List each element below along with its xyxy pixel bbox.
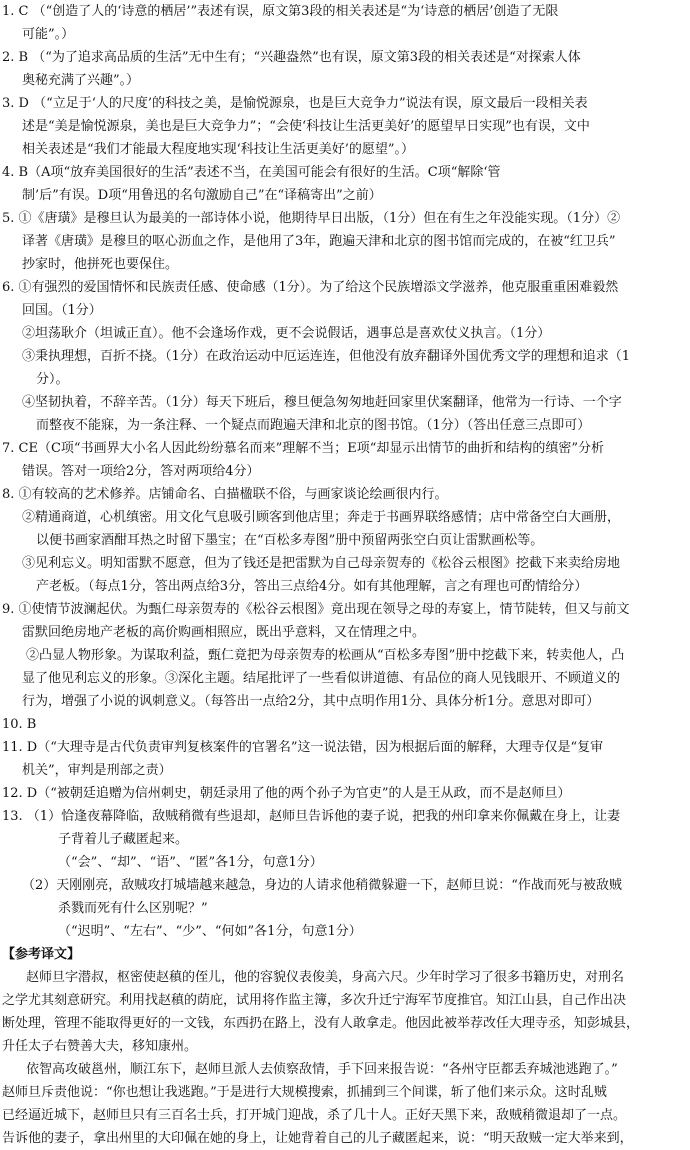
text-line: 3. D （“立足于‘人的尺度’的科技之美，是愉悦源泉，也是巨大竞争力”说法有误，原文最后一段相关表 xyxy=(2,96,588,111)
text-line: 错误。答对一项给2分，答对两项给4分） xyxy=(22,464,260,479)
text-line: ④坚韧执着，不辞辛苦。（1分）每天下班后，穆旦便急匆匆地赶回家里伏案翻译，他常为一行诗、一个字 xyxy=(22,395,622,410)
text-line: 赵师旦字潜叔，枢密使赵稹的侄儿，他的容貌仪表俊美，身高六尺。少年时学习了很多书籍历史，对刑名 xyxy=(26,970,625,985)
text-line: 子背着儿子藏匿起来。 xyxy=(58,832,189,847)
text-line: 断处理，管理不能取得更好的一文钱，东西扔在路上，没有人敢拿走。他因此被举荐改任大理寺丞，知彭城县， xyxy=(2,1016,640,1031)
text-line: 分）。 xyxy=(36,372,69,387)
text-line: 升任太子右赞善大夫，移知康州。 xyxy=(2,1039,198,1054)
text-line: 11. D（“大理寺是古代负责审判复核案件的官署名”这一说法错，因为根据后面的解释，大理寺仅是“复审 xyxy=(2,740,604,755)
text-line: 5. ①《唐璜》是穆旦认为最美的一部诗体小说，他期待早日出版，（1分）但在有生之年没能实现。（1分）② xyxy=(2,211,621,226)
text-line: 6. ①有强烈的爱国情怀和民族责任感、使命感（1分）。为了给这个民族增添文学滋养，他克服重重困难毅然 xyxy=(2,280,619,295)
text-line: 之学尤其刻意研究。利用找赵稹的荫庇，试用将作监主簿，多次升迁宁海军节度推官。知江山县，自己作出决 xyxy=(2,993,627,1008)
text-line: 杀戮而死有什么区别呢？” xyxy=(58,901,208,916)
text-line: 8. ①有较高的艺术修养。店铺命名、白描楹联不俗，与画家谈论绘画很内行。 xyxy=(2,487,448,502)
text-line: 12. D（“被朝廷追赠为信州刺史，朝廷录用了他的两个孙子为官吏”的人是王从政，而不是赵师旦） xyxy=(2,786,571,801)
text-line: （“会”、“却”、“语”、“匿”各1分，句意1分） xyxy=(58,855,323,870)
text-line: （2）天刚刚亮，敌贼攻打城墙越来越急，身边的人请求他稍微躲避一下，赵师旦说：“作战而死与被敌贼 xyxy=(22,878,622,893)
text-line: 回国。（1分） xyxy=(22,303,102,318)
text-line: 1. C （“创造了人的‘诗意的栖居’”表述有误，原文第3段的相关表述是“为‘诗意的栖居’创造了无限 xyxy=(2,4,559,19)
text-line: 制’后”有误。D项“用鲁迅的名句激励自己”在“译稿寄出”之前） xyxy=(22,188,382,203)
text-line: 抄家时，他拼死也要保住。 xyxy=(22,257,179,272)
text-line: 机关”，审判是刑部之责） xyxy=(22,763,172,778)
text-line: 7. CE（C项“书画界大小名人因此纷纷慕名而来”理解不当；E项“却显示出情节的曲折和结构的缜密”分析 xyxy=(2,441,604,456)
text-line: 产老板。（每点1分，答出两点给3分，答出三点给4分。如有其他理解，言之有理也可酌情给分） xyxy=(36,579,588,594)
text-line: 告诉他的妻子，拿出州里的大印佩在她的身上，让她背着自己的儿子藏匿起来，说：“明天敌贼一定大举来到， xyxy=(2,1131,633,1146)
text-line: 13. （1）恰逢夜幕降临，敌贼稍微有些退却，赵师旦告诉他的妻子说，把我的州印拿来你佩戴在身上，让妻 xyxy=(2,809,621,824)
text-line: 已经逼近城下，赵师旦只有三百名士兵，打开城门迎战，杀了几十人。正好天黑下来，敌贼稍微退却了一点。 xyxy=(2,1108,627,1123)
text-line: 9. ①使情节波澜起伏。为甄仁母亲贺寿的《松谷云根图》竟出现在领导之母的寿宴上，情节陡转，但又与前文 xyxy=(2,602,630,617)
text-line: 行为，增强了小说的讽刺意义。（每答出一点给2分，其中点明作用1分、具体分析1分。意思对即可） xyxy=(22,694,600,709)
text-line: ②坦荡耿介（坦诚正直）。他不会逢场作戏，更不会说假话，遇事总是喜欢仗义执言。（1分） xyxy=(22,326,551,341)
text-line: ②凸显人物形象。为谋取利益，甄仁竟把为母亲贺寿的松画从“百松多寿图”册中挖截下来，转卖他人，凸 xyxy=(26,648,625,663)
text-line: 述是“美是愉悦源泉，美也是巨大竞争力”；“会使‘科技让生活更美好’的愿望早日实现”也有误，文中 xyxy=(22,119,590,134)
text-line: （“迟明”、“左右”、“少”、“何如”各1分，句意1分） xyxy=(58,924,362,939)
text-line: 10. B xyxy=(2,717,37,732)
text-line: 【参考译文】 xyxy=(2,947,81,962)
text-line: 相关表述是“我们才能最大程度地实现‘科技让生活更美好’的愿望”。） xyxy=(22,142,415,157)
text-line: 而整夜不能寐，为一条注释、一个疑点而跑遍天津和北京的图书馆。（1分）（答出任意三点即可） xyxy=(36,418,591,433)
text-line: ③见利忘义。明知雷默不愿意，但为了钱还是把雷默为自己母亲贺寿的《松谷云根图》挖截下来卖给房地 xyxy=(22,556,621,571)
text-line: 4. B（A项“放弃美国很好的生活”表述不当，在美国可能会有很好的生活。C项“解除‘管 xyxy=(2,165,501,180)
text-line: 以便书画家酒酣耳热之时留下墨宝；在“百松多寿图”册中预留两张空白页让雷默画松等。 xyxy=(36,533,544,548)
text-line: 显了他见利忘义的形象。③深化主题。结尾批评了一些看似讲道德、有品位的商人见钱眼开、不顾道义的 xyxy=(22,671,621,686)
text-line: 雷默回绝房地产老板的高价购画相照应，既出乎意料，又在情理之中。 xyxy=(22,625,426,640)
text-line: 可能”。） xyxy=(22,27,75,42)
text-line: 2. B （“为了追求高品质的生活”无中生有；“兴趣盎然”也有误，原文第3段的相关表述是“对探索人体 xyxy=(2,50,581,65)
text-line: 依智高攻破邕州，顺江东下，赵师旦派人去侦察敌情，手下回来报告说：“各州守臣都丢弃城池逃跑了。” xyxy=(26,1062,618,1077)
text-line: 奥秘充满了兴趣”。） xyxy=(22,73,140,88)
text-line: ②精通商道，心机缜密。用文化气息吸引顾客到他店里；奔走于书画界联络感情；店中常备空白大画册， xyxy=(22,510,621,525)
text-line: ③秉执理想，百折不挠。（1分）在政治运动中厄运连连，但他没有放弃翻译外国优秀文学的理想和追求（1 xyxy=(22,349,631,364)
text-line: 译著《唐璜》是穆旦的呕心沥血之作，是他用了3年，跑遍天津和北京的图书馆而完成的，在被“红卫兵” xyxy=(22,234,616,249)
text-line: 赵师旦斥责他说：“你也想让我逃跑。”于是进行大规模搜索，抓捕到三个间谍，斩了他们来示众。这时乱贼 xyxy=(2,1085,607,1100)
